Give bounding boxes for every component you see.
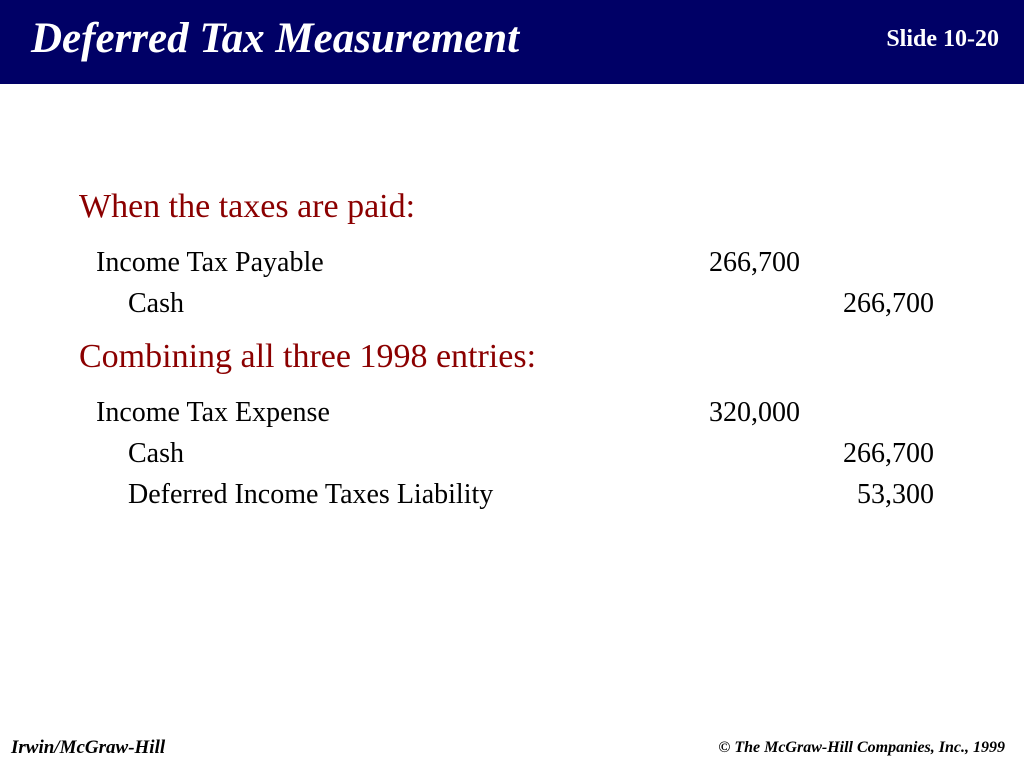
account-name: Cash bbox=[128, 288, 184, 319]
account-name: Income Tax Expense bbox=[96, 397, 330, 428]
debit-amount: 320,000 bbox=[709, 397, 800, 428]
credit-amount: 266,700 bbox=[843, 438, 934, 469]
account-name: Deferred Income Taxes Liability bbox=[128, 479, 494, 510]
account-name: Cash bbox=[128, 438, 184, 469]
publisher-footer: Irwin/McGraw-Hill bbox=[11, 737, 166, 758]
account-name: Income Tax Payable bbox=[96, 247, 324, 278]
section-heading-taxes-paid: When the taxes are paid: bbox=[79, 188, 416, 225]
title-bar bbox=[0, 0, 1024, 84]
slide-number: Slide 10-20 bbox=[886, 26, 999, 52]
credit-amount: 266,700 bbox=[843, 288, 934, 319]
section-heading-combining-entries: Combining all three 1998 entries: bbox=[79, 338, 537, 375]
credit-amount: 53,300 bbox=[857, 479, 934, 510]
copyright-footer: © The McGraw-Hill Companies, Inc., 1999 bbox=[718, 739, 1005, 756]
debit-amount: 266,700 bbox=[709, 247, 800, 278]
slide-title: Deferred Tax Measurement bbox=[31, 15, 520, 62]
